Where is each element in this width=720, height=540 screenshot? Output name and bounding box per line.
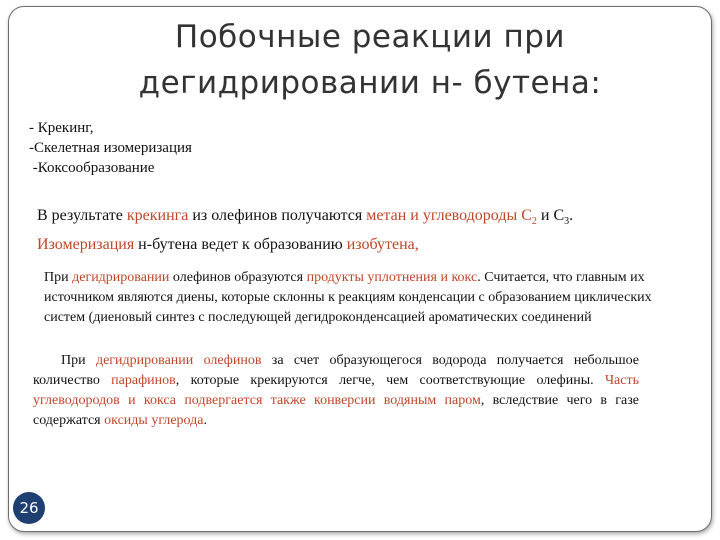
- highlight-term: оксиды углерода: [104, 413, 204, 428]
- text-run: .: [203, 413, 207, 428]
- text-run: .: [569, 207, 574, 224]
- highlight-term: дегидрировании: [72, 270, 170, 285]
- highlight-term: [366, 207, 537, 228]
- text-run: н-бутена ведет к образованию: [134, 236, 347, 254]
- highlight-term: продукты уплотнения и кокс: [306, 270, 478, 285]
- cracking-paragraph: [37, 204, 677, 256]
- text-run: из олефинов получаются: [188, 207, 367, 224]
- highlight-term: Часть углеводородов и кокса подвергается также конверсии водяным паром: [33, 373, 639, 408]
- subscript: 2: [531, 216, 537, 228]
- text-run: При: [61, 353, 96, 368]
- list-item: -Скелетная изомеризация: [29, 140, 192, 156]
- highlight-term: дегидрировании олефинов: [95, 353, 262, 368]
- side-reactions-list: [29, 118, 192, 178]
- text-run: В результате: [37, 207, 127, 224]
- text-run: . Считается, что главным их источником являются диены, которые склонны к реакциям конденсации с образованием циклических систем (диеновый синтез с последующей дегидроконденсацией ароматических соединений: [44, 270, 652, 325]
- list-item: -Коксообразование: [29, 160, 155, 176]
- list-item: - Крекинг,: [29, 120, 94, 136]
- text-run: и С: [536, 207, 565, 224]
- highlight-term: крекинга: [126, 207, 189, 224]
- highlight-term: парафинов: [111, 373, 176, 388]
- text-run: за счет образующегося водорода получается небольшое количество: [33, 353, 640, 388]
- text-run: олефинов образуются: [169, 270, 307, 285]
- text-run: , которые крекируются легче, чем соответствующие олефины.: [175, 373, 605, 388]
- text-run: метан и углеводороды С: [366, 207, 532, 224]
- text-run: При: [44, 270, 73, 285]
- title-line-1: Побочные реакции при: [174, 19, 566, 55]
- slide-title: [110, 14, 630, 106]
- highlight-term: Изомеризация: [37, 236, 135, 254]
- title-line-2: дегидрировании н- бутена:: [138, 65, 602, 101]
- hydrogen-paragraph: [33, 351, 639, 431]
- subscript: 3: [564, 216, 570, 228]
- coke-paragraph: [44, 268, 664, 328]
- highlight-term: изобутена,: [346, 236, 419, 254]
- page-number-badge: 26: [13, 492, 45, 524]
- text-run: , вследствие чего в газе содержатся: [33, 393, 639, 428]
